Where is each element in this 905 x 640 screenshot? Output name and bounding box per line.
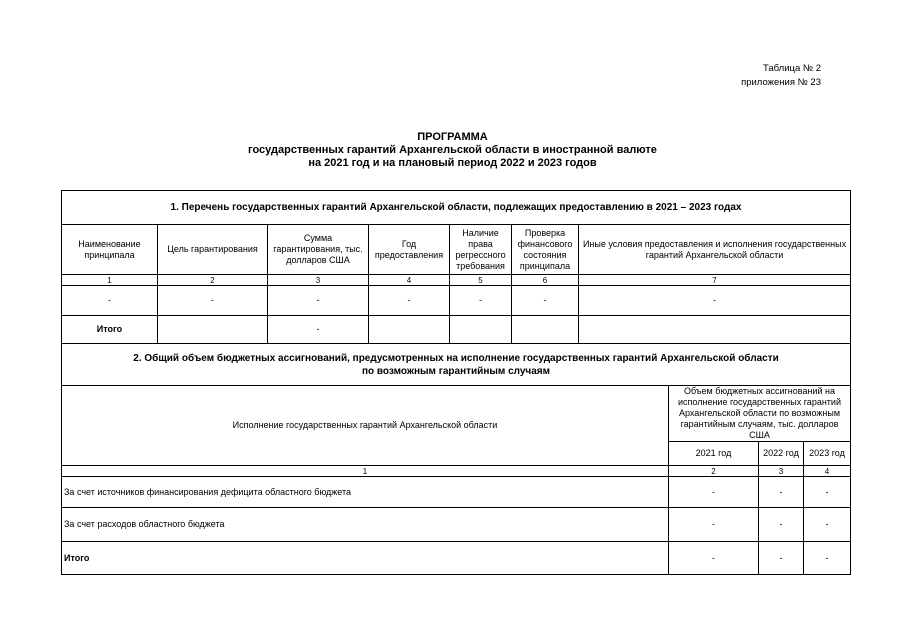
empty-cell: [450, 316, 512, 344]
column-number: 5: [450, 275, 512, 286]
row-label: За счет расходов областного бюджета: [62, 508, 669, 542]
cell-other-conditions: -: [579, 286, 851, 316]
total-label: Итого: [62, 316, 158, 344]
table-number: Таблица № 2: [762, 63, 821, 74]
header-execution: Исполнение государственных гарантий Архангельской области: [62, 386, 669, 466]
value-2022: -: [759, 477, 804, 508]
cell-purpose: -: [158, 286, 268, 316]
table-row: [62, 286, 851, 316]
section1-header-row: [62, 225, 851, 275]
section2-title-row: [62, 344, 851, 386]
empty-cell: [579, 316, 851, 344]
appendix-number: приложения № 23: [741, 77, 821, 88]
section2-total-row: [62, 542, 851, 575]
empty-cell: [512, 316, 579, 344]
section2-title-line-2: по возможным гарантийным случаям: [361, 365, 551, 377]
table-reference: [741, 62, 821, 90]
section1-title: 1. Перечень государственных гарантий Архангельской области, подлежащих предоставлению в 2021 – 2023 годах: [62, 191, 851, 225]
column-number: 1: [62, 466, 669, 477]
total-label: Итого: [62, 542, 669, 575]
header-other-conditions: Иные условия предоставления и исполнения государственных гарантий Архангельской области: [579, 225, 851, 275]
column-number: 2: [158, 275, 268, 286]
table-row: [62, 477, 851, 508]
header-amount: Сумма гарантирования, тыс. долларов США: [268, 225, 369, 275]
empty-cell: [369, 316, 450, 344]
column-number: 7: [579, 275, 851, 286]
section2-header-row: [62, 386, 851, 442]
section1-title-row: [62, 191, 851, 225]
total-amount: -: [268, 316, 369, 344]
row-label: За счет источников финансирования дефицита областного бюджета: [62, 477, 669, 508]
column-number: 6: [512, 275, 579, 286]
total-2021: -: [669, 542, 759, 575]
cell-principal: -: [62, 286, 158, 316]
header-financial-check: Проверка финансового состояния принципала: [512, 225, 579, 275]
total-2023: -: [804, 542, 851, 575]
heading-line-2: государственных гарантий Архангельской области в иностранной валюте: [248, 144, 657, 156]
header-year-2023: 2023 год: [804, 442, 851, 466]
heading-line-3: на 2021 год и на плановый период 2022 и 2023 годов: [308, 157, 597, 169]
section1-total-row: [62, 316, 851, 344]
value-2022: -: [759, 508, 804, 542]
header-year-2021: 2021 год: [669, 442, 759, 466]
section2-title-line-1: 2. Общий объем бюджетных ассигнований, предусмотренных на исполнение государственных гарантий Архангельской области: [133, 352, 779, 364]
column-number: 2: [669, 466, 759, 477]
header-purpose: Цель гарантирования: [158, 225, 268, 275]
value-2023: -: [804, 477, 851, 508]
header-volume: Объем бюджетных ассигнований на исполнение государственных гарантий Архангельской области по возможным гарантийным случаям, тыс. долларов США: [669, 386, 851, 442]
column-number: 3: [759, 466, 804, 477]
column-number: 1: [62, 275, 158, 286]
total-2022: -: [759, 542, 804, 575]
column-number: 3: [268, 275, 369, 286]
header-principal: Наименование принципала: [62, 225, 158, 275]
value-2021: -: [669, 508, 759, 542]
column-number: 4: [369, 275, 450, 286]
cell-amount: -: [268, 286, 369, 316]
column-number: 4: [804, 466, 851, 477]
cell-financial-check: -: [512, 286, 579, 316]
empty-cell: [158, 316, 268, 344]
cell-year: -: [369, 286, 450, 316]
header-year-2022: 2022 год: [759, 442, 804, 466]
value-2021: -: [669, 477, 759, 508]
guarantee-program-table: [61, 190, 851, 575]
section1-number-row: [62, 275, 851, 286]
document-heading: [0, 131, 905, 170]
header-regress-right: Наличие права регрессного требования: [450, 225, 512, 275]
section2-title: [62, 344, 851, 386]
heading-line-1: ПРОГРАММА: [417, 131, 488, 143]
section2-number-row: [62, 466, 851, 477]
cell-regress-right: -: [450, 286, 512, 316]
value-2023: -: [804, 508, 851, 542]
header-year: Год предоставления: [369, 225, 450, 275]
table-row: [62, 508, 851, 542]
